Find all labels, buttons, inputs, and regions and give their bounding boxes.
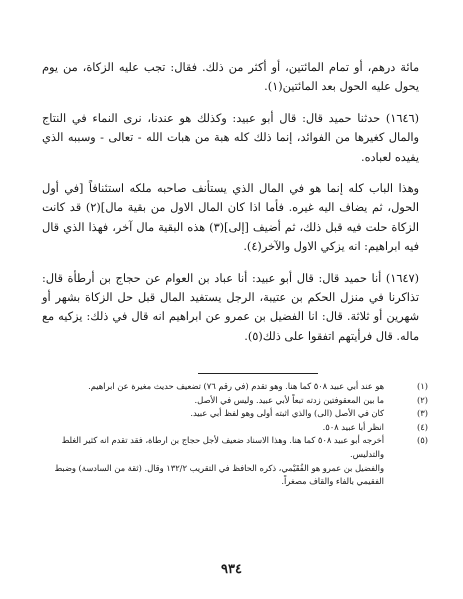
paragraph-commentary: وهذا الباب كله إنما هو في المال الذي يستأنف صاحبه ملكه استئنافاً [في أول الحول، ثم يضاف اليه غيره. فأما اذا كان المال الاول من بقية مال](٢) قد كانت الزكاة حلت فيه قبل ذلك، ثم أضيف [إلى](٣) هذه البقية مال آخر، فهذا الذي قال فيه ابراهيم: انه يزكي الاول والآخر(٤). xyxy=(42,182,419,254)
footnote-number: (٣) xyxy=(417,408,428,419)
footnote-number: (٢) xyxy=(417,394,428,405)
paragraph-1646: (١٦٤٦) حدثنا حميد قال: قال أبو عبيد: وكذلك هو عندنا، نرى النماء في النتاج والمال كغيرها من الفوائد، إنما ذلك كله هبة من هبات الله - تعالى - وسببه الذي يفيده لعباده. xyxy=(42,111,419,164)
footnote xyxy=(42,434,428,461)
footnote xyxy=(42,407,428,421)
footnote xyxy=(42,380,428,394)
main-text xyxy=(42,58,419,346)
paragraph-1647: (١٦٤٧) أنا حميد قال: قال أبو عبيد: أنا عباد بن العوام عن حجاج بن أرطأة قال: تذاكرنا في منزل الحكم بن عتيبة، الرجل يستفيد المال قبل حل الزكاة بشهر أو شهرين أو ثلاثة. قال: انا الفضيل بن عمرو عن ابراهيم انه قال في ذلك: يزكيه مع ماله. قال فرأيتهم اتفقوا على ذلك(٥). xyxy=(42,271,419,343)
footnote-number: (١) xyxy=(417,381,428,391)
footnote-text: كان في الأصل (الى) والذي اثبته أولى وهو لفظ أبي عبيد. xyxy=(190,408,384,419)
footnote-text: هو عند أبي عبيد ٥٠٨ كما هنا. وهو تقدم (في رقم ٧٦) تضعيف حديث مغيرة عن ابراهيم. xyxy=(88,381,384,391)
footnote-number: (٤) xyxy=(417,421,428,432)
paragraph-continuation: مائة درهم، أو تمام المائتين، أو أكثر من ذلك. فقال: تجب عليه الزكاة، من يوم يحول عليه الحول بعد المائتين(١). xyxy=(42,61,419,94)
footnote-text: ما بين المعقوفتين زدته تبعاً لأبي عبيد. وليس في الأصل. xyxy=(194,394,384,405)
footnote xyxy=(42,394,428,408)
footnote-continuation: والفضيل بن عمرو هو الفُقَيْمي، ذكره الحافظ في التقريب ١٣٢/٢ وقال. (ثقة من السادسة) وضبط الفقيمي بالفاء والقاف مصغراً. xyxy=(54,462,384,487)
footnote xyxy=(42,421,428,435)
footnote-separator xyxy=(198,373,318,374)
footnotes xyxy=(42,380,428,489)
footnote-number: (٥) xyxy=(417,435,428,446)
footnote-text: انظر أبا عبيد ٥٠٨. xyxy=(322,421,384,432)
page-number: ٩٣٤ xyxy=(221,562,242,577)
footnote-text: أخرجه أبو عبيد ٥٠٨ كما هنا. وهذا الاسناد ضعيف لأجل حجاج بن ارطاة، فقد تقدم انه كثير الغلط والتدليس. xyxy=(61,435,384,459)
